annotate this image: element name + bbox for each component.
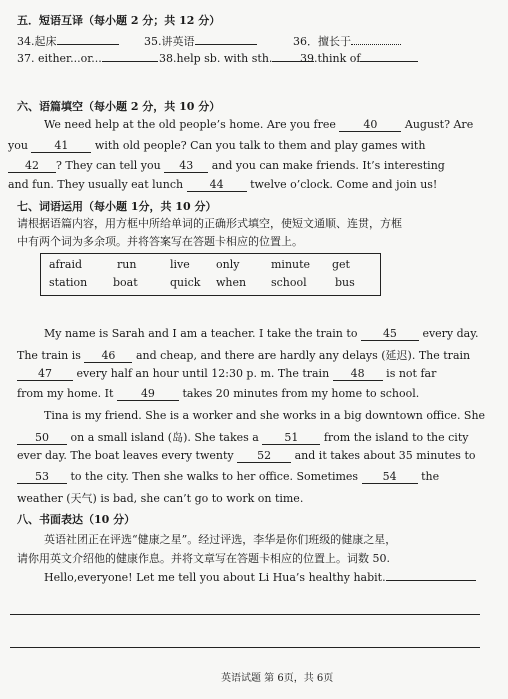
blank-44: 44: [187, 178, 247, 192]
blank-52: 52: [237, 449, 291, 463]
q38: 38.help sb. with sth.: [159, 52, 314, 65]
instructions-line1: 请根据语篇内容，用方框中所给单词的正确形式填空，使短文通顺、连贯，方框: [17, 217, 402, 230]
word-bank-item: school: [271, 276, 307, 289]
q34: 34.起床: [17, 33, 119, 49]
instructions-line2: 中有两个词为多余项。并将答案写在答题卡相应的位置上。: [17, 235, 303, 248]
p-line2: The train is 46 and cheap, and there are hardly any delays (延迟). The train: [17, 349, 471, 362]
s6-line3: 42 ? They can tell you 43 and you can make friends. It’s interesting: [8, 159, 445, 173]
word-bank: [40, 253, 381, 296]
word-bank-item: get: [332, 258, 350, 271]
p-line6: 50 on a small island (岛). She takes a 51 from the island to the city: [17, 429, 468, 445]
blank-53: 53: [17, 470, 67, 484]
word-bank-item: minute: [271, 258, 311, 271]
section7-heading: 七、词语运用（每小题 1分，共 10 分）: [17, 200, 217, 213]
blank-50: 50: [17, 431, 67, 445]
p-line7: ever day. The boat leaves every twenty 52 and it takes about 35 minutes to: [17, 449, 476, 462]
section5-heading: 五．短语互译（每小题 2 分；共 12 分）: [17, 14, 221, 27]
word-bank-item: only: [216, 258, 240, 271]
blank-41: 41: [31, 139, 91, 153]
p-line4: from my home. It 49 takes 20 minutes from my home to school.: [17, 387, 420, 400]
blank-49: 49: [117, 387, 179, 401]
word-bank-item: run: [117, 258, 137, 271]
p-line5: Tina is my friend. She is a worker and she works in a big downtown office. She: [44, 409, 486, 422]
s6-line4: and fun. They usually eat lunch 44 twelve o’clock. Come and join us!: [8, 178, 438, 191]
word-bank-item: quick: [170, 276, 201, 289]
p-line3: 47 every half an hour until 12:30 p. m. The train 48 is not far: [17, 367, 436, 381]
section8-heading: 八、书面表达（10 分）: [17, 513, 136, 526]
blank-46: 46: [84, 349, 132, 363]
blank-40: 40: [339, 118, 401, 132]
writing-prompt-line2: 请你用英文介绍他的健康作息。并将文章写在答题卡相应的位置上。词数 50.: [17, 552, 390, 565]
blank-51: 51: [262, 431, 320, 445]
blank-47: 47: [17, 367, 73, 381]
word-bank-item: boat: [113, 276, 138, 289]
word-bank-item: station: [49, 276, 88, 289]
word-bank-item: live: [170, 258, 190, 271]
blank-42: 42: [8, 159, 56, 173]
word-bank-item: bus: [335, 276, 355, 289]
blank-48: 48: [333, 367, 383, 381]
q35: 35.讲英语: [144, 33, 257, 49]
q36: 36．擅长于: [293, 33, 401, 49]
q37: 37. either...or...: [17, 52, 158, 65]
writing-line: [10, 614, 480, 615]
writing-prompt-line1: 英语社团正在评选“健康之星”。经过评选，李华是你们班级的健康之星，: [44, 533, 397, 546]
p-line9: weather (天气) is bad, she can’t go to work on time.: [17, 492, 304, 505]
s6-line1: We need help at the old people’s home. Are you free 40 August? Are: [44, 118, 474, 131]
blank-43: 43: [164, 159, 208, 173]
s6-line2: you 41 with old people? Can you talk to them and play games with: [8, 139, 426, 152]
writing-start-line: Hello,everyone! Let me tell you about Li Hua’s healthy habit.: [44, 571, 476, 584]
blank-45: 45: [361, 327, 419, 341]
blank-54: 54: [362, 470, 418, 484]
writing-line: [10, 647, 480, 648]
q39: 39.think of: [300, 52, 418, 65]
word-bank-item: when: [216, 276, 247, 289]
section6-heading: 六、语篇填空（每小题 2 分，共 10 分）: [17, 100, 221, 113]
p-line8: 53 to the city. Then she walks to her office. Sometimes 54 the: [17, 470, 439, 484]
page-footer: 英语试题 第 6页，共 6页: [221, 673, 334, 684]
p-line1: My name is Sarah and I am a teacher. I take the train to 45 every day.: [44, 327, 479, 340]
word-bank-item: afraid: [49, 258, 83, 271]
